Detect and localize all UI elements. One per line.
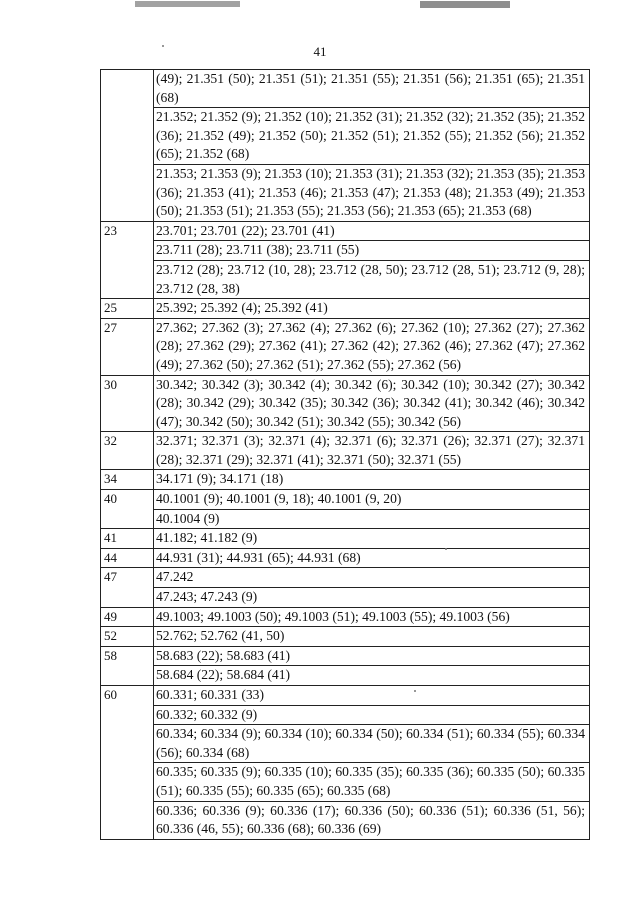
table-row-group: [100, 319, 590, 376]
table-cell: 60.335; 60.335 (9); 60.335 (10); 60.335 (35); 60.335 (36); 60.335 (50); 60.335 (51); 60.335 (55); 60.335 (65); 60.335 (68): [154, 763, 590, 801]
scan-speck: [414, 690, 416, 692]
table-row-group: [100, 686, 590, 840]
table-cell: 60.336; 60.336 (9); 60.336 (17); 60.336 (50); 60.336 (51); 60.336 (51, 56); 60.336 (46, 55); 60.336 (68); 60.336 (69): [154, 802, 590, 839]
table-cell: 27.362; 27.362 (3); 27.362 (4); 27.362 (6); 27.362 (10); 27.362 (27); 27.362 (28); 27.362 (29); 27.362 (41); 27.362 (42); 27.362 (46); 27.362 (47); 27.362 (49); 27.362 (50); 27.362 (51); 27.362 (55); 27.362 (56): [154, 319, 590, 375]
table-row-group: [100, 70, 590, 222]
table-cell: 40.1004 (9): [154, 510, 590, 529]
table-cell: 41.182; 41.182 (9): [154, 529, 590, 548]
table-row-group: [100, 608, 590, 628]
table-row-group: [100, 529, 590, 549]
section-code: 40: [100, 490, 154, 528]
table-cell: 60.334; 60.334 (9); 60.334 (10); 60.334 (50); 60.334 (51); 60.334 (55); 60.334 (56); 60.334 (68): [154, 725, 590, 763]
table-cell: 34.171 (9); 34.171 (18): [154, 470, 590, 489]
table-row-group: [100, 222, 590, 299]
table-row-group: [100, 647, 590, 686]
table-cell: (49); 21.351 (50); 21.351 (51); 21.351 (55); 21.351 (56); 21.351 (65); 21.351 (68): [154, 70, 590, 108]
table-cell: 58.684 (22); 58.684 (41): [154, 666, 590, 685]
table-cell: 49.1003; 49.1003 (50); 49.1003 (51); 49.1003 (55); 49.1003 (56): [154, 608, 590, 627]
scan-speck: [445, 548, 447, 550]
table-cell: 23.711 (28); 23.711 (38); 23.711 (55): [154, 241, 590, 261]
table-cell: 47.242: [154, 568, 590, 588]
page-number: 41: [313, 44, 327, 59]
table-cell: 32.371; 32.371 (3); 32.371 (4); 32.371 (6); 32.371 (26); 32.371 (27); 32.371 (28); 32.371 (29); 32.371 (41); 32.371 (50); 32.371 (55): [154, 432, 590, 469]
section-code: 32: [100, 432, 154, 469]
table-row-group: [100, 470, 590, 490]
table-cell: 21.353; 21.353 (9); 21.353 (10); 21.353 (31); 21.353 (32); 21.353 (35); 21.353 (36); 21.353 (41); 21.353 (46); 21.353 (47); 21.353 (48); 21.353 (49); 21.353 (50); 21.353 (51); 21.353 (55); 21.353 (56); 21.353 (65); 21.353 (68): [154, 165, 590, 221]
section-code: 25: [100, 299, 154, 318]
table-cell: 47.243; 47.243 (9): [154, 588, 590, 607]
table-row-group: [100, 549, 590, 569]
table-row-group: [100, 299, 590, 319]
section-code: 23: [100, 222, 154, 298]
section-code: 44: [100, 549, 154, 568]
table-cell: 52.762; 52.762 (41, 50): [154, 627, 590, 646]
scan-artifact: [135, 0, 525, 10]
section-code: 41: [100, 529, 154, 548]
section-code: 60: [100, 686, 154, 839]
table-cell: 44.931 (31); 44.931 (65); 44.931 (68): [154, 549, 590, 568]
scan-speck: [162, 45, 164, 47]
section-code: 52: [100, 627, 154, 646]
table-cell: 25.392; 25.392 (4); 25.392 (41): [154, 299, 590, 318]
table-cell: 21.352; 21.352 (9); 21.352 (10); 21.352 (31); 21.352 (32); 21.352 (35); 21.352 (36); 21.352 (49); 21.352 (50); 21.352 (51); 21.352 (55); 21.352 (56); 21.352 (65); 21.352 (68): [154, 108, 590, 165]
table-cell: 30.342; 30.342 (3); 30.342 (4); 30.342 (6); 30.342 (10); 30.342 (27); 30.342 (28); 30.342 (29); 30.342 (35); 30.342 (36); 30.342 (41); 30.342 (46); 30.342 (47); 30.342 (50); 30.342 (51); 30.342 (55); 30.342 (56): [154, 376, 590, 432]
section-code: [100, 70, 154, 221]
table-row-group: [100, 376, 590, 433]
table-row-group: [100, 627, 590, 647]
table-cell: 58.683 (22); 58.683 (41): [154, 647, 590, 667]
section-code: 58: [100, 647, 154, 685]
table-cell: 40.1001 (9); 40.1001 (9, 18); 40.1001 (9, 20): [154, 490, 590, 510]
table-cell: 60.332; 60.332 (9): [154, 706, 590, 726]
section-code: 30: [100, 376, 154, 432]
section-code: 27: [100, 319, 154, 375]
table-row-group: [100, 490, 590, 529]
codes-table: [100, 69, 590, 840]
table-row-group: [100, 432, 590, 470]
section-code: 34: [100, 470, 154, 489]
table-cell: 23.701; 23.701 (22); 23.701 (41): [154, 222, 590, 242]
table-cell: 60.331; 60.331 (33): [154, 686, 590, 706]
table-row-group: [100, 568, 590, 607]
section-code: 49: [100, 608, 154, 627]
table-cell: 23.712 (28); 23.712 (10, 28); 23.712 (28, 50); 23.712 (28, 51); 23.712 (9, 28); 23.712 (28, 38): [154, 261, 590, 298]
section-code: 47: [100, 568, 154, 606]
